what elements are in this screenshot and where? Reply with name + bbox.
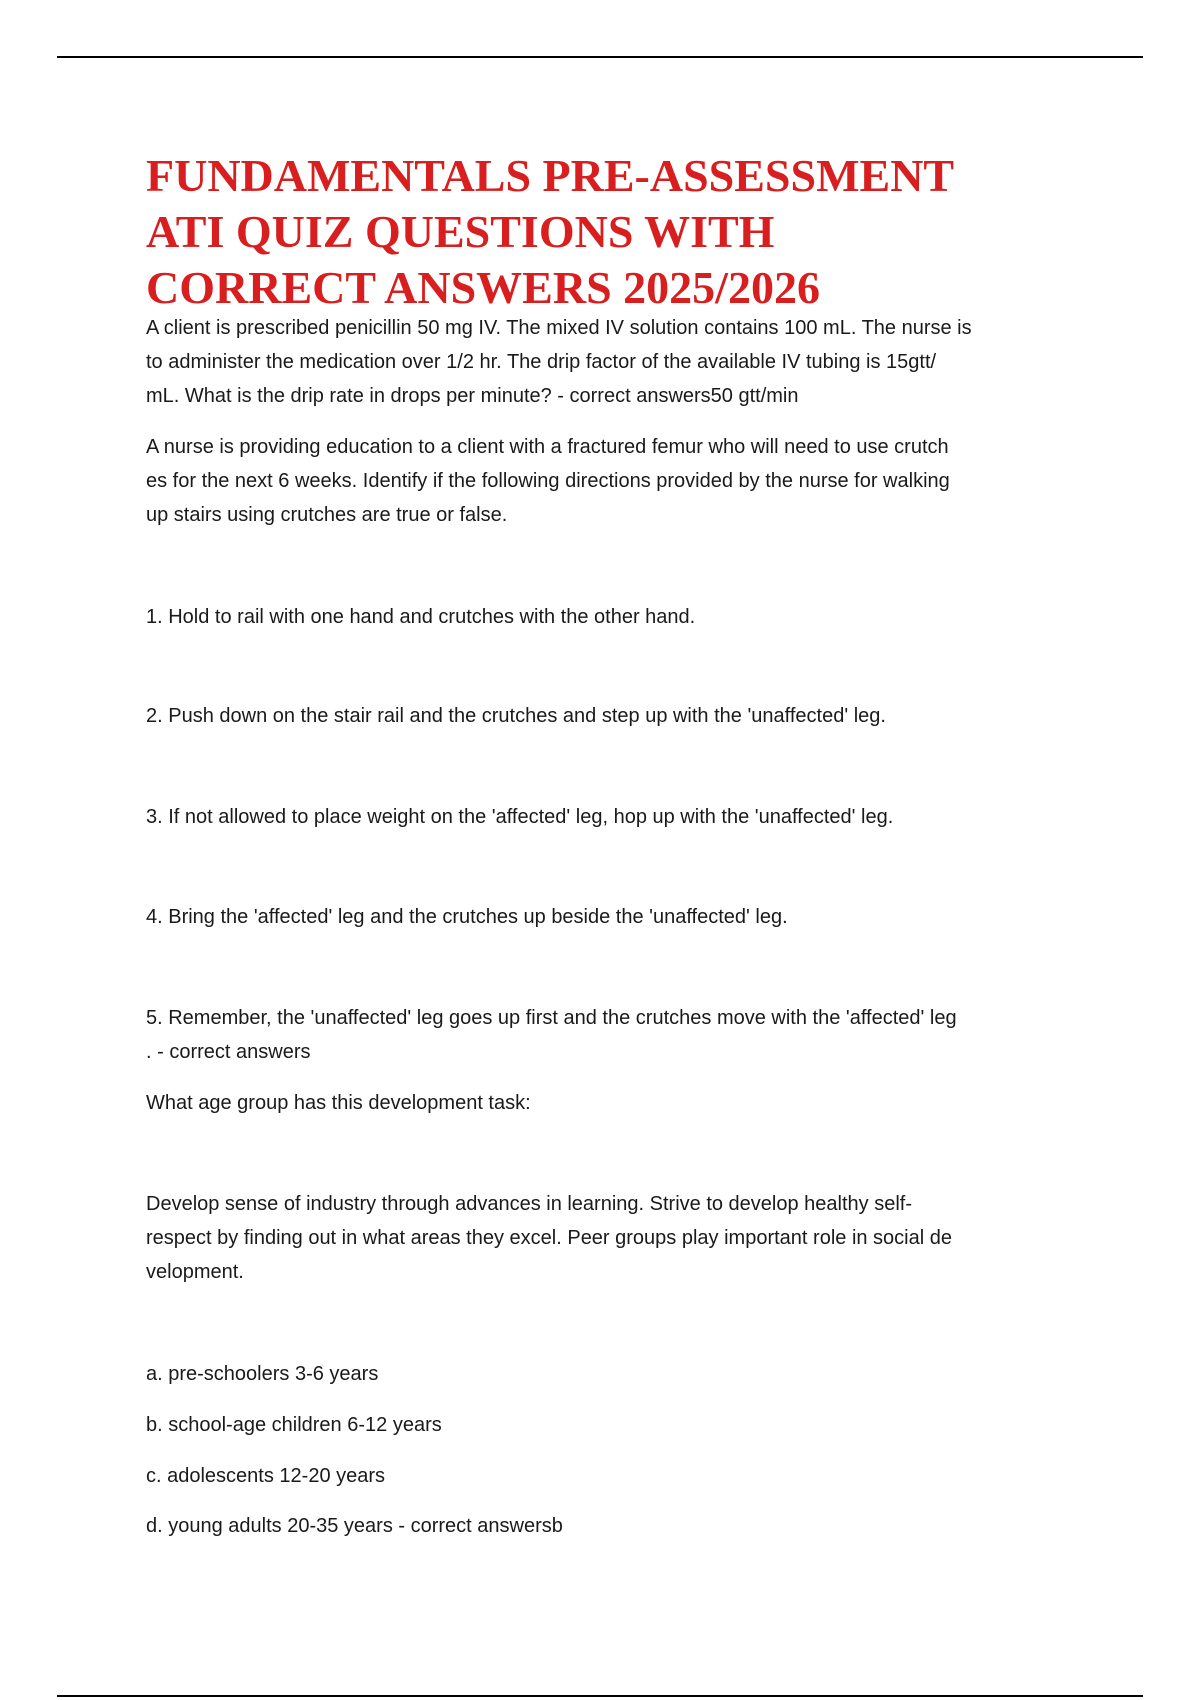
question-text-line: velopment. [146,1261,244,1283]
list-item: 1. Hold to rail with one hand and crutches with the other hand. [146,606,696,628]
question-text-line: A nurse is providing education to a client with a fractured femur who will need to use crutch [146,436,949,458]
question-text-line: respect by finding out in what areas they excel. Peer groups play important role in social de [146,1227,952,1249]
answer-option: d. young adults 20-35 years - correct answersb [146,1515,563,1537]
answer-line: . - correct answers [146,1041,311,1063]
question-text-line: A client is prescribed penicillin 50 mg IV. The mixed IV solution contains 100 mL. The nurse is [146,317,972,339]
answer-option: a. pre-schoolers 3-6 years [146,1363,379,1385]
list-item: 4. Bring the 'affected' leg and the crutches up beside the 'unaffected' leg. [146,906,788,928]
question-text-line: up stairs using crutches are true or false. [146,504,508,526]
question-prompt: What age group has this development task: [146,1092,531,1114]
list-item: 3. If not allowed to place weight on the 'affected' leg, hop up with the 'unaffected' leg. [146,806,894,828]
document-title [146,148,1106,316]
question-text-line: es for the next 6 weeks. Identify if the following directions provided by the nurse for walking [146,470,950,492]
list-item: 2. Push down on the stair rail and the crutches and step up with the 'unaffected' leg. [146,705,886,727]
answer-option: c. adolescents 12-20 years [146,1465,386,1487]
answer-option: b. school-age children 6-12 years [146,1414,442,1436]
top-rule [57,56,1143,58]
question-text-line: to administer the medication over 1/2 hr. The drip factor of the available IV tubing is 15gtt/ [146,351,937,373]
title-line: FUNDAMENTALS PRE-ASSESSMENT [146,150,955,201]
title-line: ATI QUIZ QUESTIONS WITH [146,206,775,257]
bottom-rule [57,1695,1143,1697]
question-text-line: mL. What is the drip rate in drops per minute? - correct answers50 gtt/min [146,385,799,407]
question-text-line: Develop sense of industry through advances in learning. Strive to develop healthy self- [146,1193,913,1215]
title-line: CORRECT ANSWERS 2025/2026 [146,262,820,313]
list-item: 5. Remember, the 'unaffected' leg goes up first and the crutches move with the 'affected' leg [146,1007,957,1029]
